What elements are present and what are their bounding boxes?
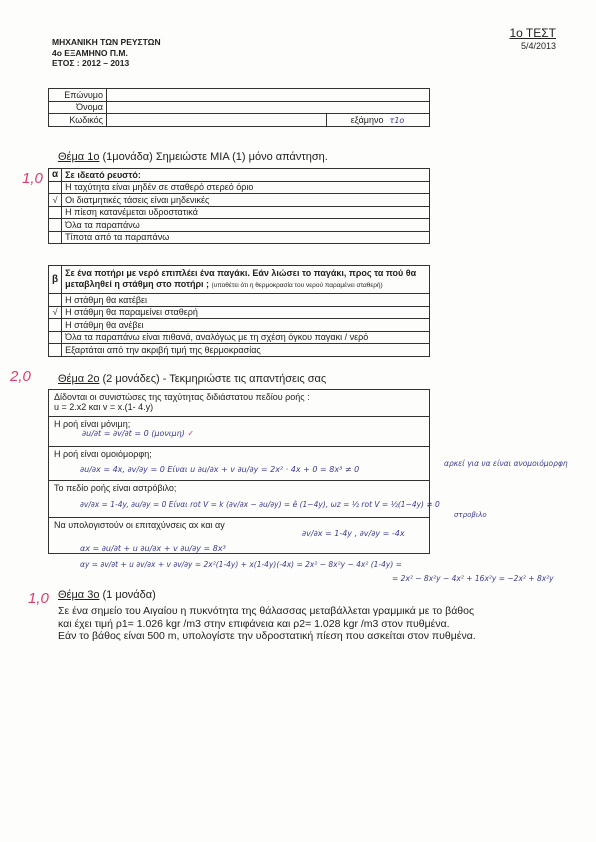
surname-field[interactable]	[107, 89, 430, 102]
q1a-check-5[interactable]	[49, 231, 62, 244]
q1-title	[58, 151, 328, 163]
q2-part-2	[49, 447, 430, 481]
q1-grade: 1,0	[22, 170, 43, 187]
q1b-check-3[interactable]	[49, 319, 62, 332]
test-title: 1ο ΤΕΣΤ	[509, 26, 556, 40]
q1b-check-2[interactable]	[49, 306, 62, 319]
q1b-letter: β	[49, 266, 62, 294]
course-title: ΜΗΧΑΝΙΚΗ ΤΩΝ ΡΕΥΣΤΩΝ	[52, 37, 161, 47]
q2-instruction: - Τεκμηριώστε τις απαντήσεις σας	[162, 373, 327, 385]
checkmark-icon: √	[52, 307, 58, 318]
q2-answer-text: ∂u/∂t = ∂v/∂t = 0 (μονιμη)	[82, 429, 185, 438]
q1b-option: Η στάθμη θα κατέβει	[62, 294, 430, 307]
q2-answer-2	[80, 465, 359, 474]
q3-title	[58, 589, 156, 601]
q1a-option: Οι διατμητικές τάσεις είναι μηδενικές	[62, 194, 430, 207]
q3-text	[58, 605, 558, 643]
semester-label: εξάμηνο	[327, 114, 387, 127]
name-label: Όνομα	[49, 101, 107, 114]
q1b-check-5[interactable]	[49, 344, 62, 357]
q1b-option: Η στάθμη θα παραμείνει σταθερή	[62, 306, 430, 319]
q1b-question	[62, 266, 430, 294]
q3-line-1: Σε ένα σημείο του Αιγαίου η πυκνότητα της θάλασσας μεταβάλλεται γραμμικά με το βάθος	[58, 605, 475, 617]
q1b-option: Η στάθμη θα ανέβει	[62, 319, 430, 332]
q3-line-2: και έχει τιμή ρ1= 1.026 kgr /m3 στην επιφάνεια και ρ2= 1.028 kgr /m3 στον πυθμένα.	[58, 617, 450, 630]
name-field[interactable]	[107, 101, 430, 114]
q2-answer-4a: ∂v/∂x = 1-4y , ∂v/∂y = -4x	[302, 529, 405, 538]
q1b-note: (υποθέτει ότι η θερμοκρασία του νερού παραμένει σταθερή)	[211, 282, 383, 289]
semester-line: 4ο ΕΞΑΜΗΝΟ Π.Μ.	[52, 47, 128, 58]
code-field[interactable]	[107, 114, 327, 127]
q3-line-3: Εάν το βάθος είναι 500 m, υπολογίστε την υδροστατική πίεση που ασκείται στον πυθμένα.	[58, 630, 476, 642]
q2-part-3	[49, 481, 430, 518]
q2-part-prompt: Το πεδίο ροής είναι αστρόβιλο;	[54, 483, 177, 493]
q1a-letter: α	[49, 169, 62, 182]
q1a-table	[48, 168, 430, 244]
q1-marks: (1μονάδα)	[102, 151, 153, 163]
q2-answer-4d: = 2x² − 8x²y − 4x² + 16x²y = −2x² + 8x²y	[392, 574, 554, 583]
q2-part-prompt: Να υπολογιστούν οι επιταχύνσεις αx και αy	[54, 520, 225, 530]
q1a-check-1[interactable]	[49, 181, 62, 194]
code-label: Κωδικός	[49, 114, 107, 127]
q2-components: u = 2.x2 και v = x.(1- 4.y)	[54, 402, 154, 412]
q1a-option: Τίποτα από τα παραπάνω	[62, 231, 430, 244]
q2-answer-3-note: στροβιλο	[454, 511, 487, 519]
q2-grade: 2,0	[10, 368, 31, 385]
q2-answer-text: ∂u/∂x = 4x, ∂v/∂y = 0 Είναι u ∂u/∂x + v ∂u/∂y = 2x² · 4x + 0 = 8x³ ≠ 0	[80, 465, 360, 474]
q1b-table	[48, 265, 430, 357]
student-info-table	[48, 88, 430, 127]
test-date: 5/4/2013	[520, 40, 556, 51]
year-line: ΕΤΟΣ : 2012 – 2013	[52, 58, 130, 68]
q2-intro: Δίδονται οι συνιστώσες της ταχύτητας διδιάστατου πεδίου ροής :	[54, 392, 310, 402]
q1b-question-text: Σε ένα ποτήρι με νερό επιπλέει ένα παγάκι. Εάν λιώσει το παγάκι, προς τα πού θα μεταβληθεί η στάθμη στο ποτήρι ;	[65, 268, 417, 289]
q2-answer-3	[80, 500, 440, 509]
q2-answer-1	[82, 429, 194, 438]
q1b-option: Εξαρτάται από την ακριβή τιμή της θερμοκρασίας	[62, 344, 430, 357]
q1b-check-4[interactable]	[49, 331, 62, 344]
q3-marks: (1 μονάδα)	[102, 589, 156, 601]
checkmark-icon: √	[52, 194, 58, 205]
q2-part-prompt: Η ροή είναι μόνιμη;	[54, 419, 131, 429]
q2-title	[58, 373, 326, 385]
q1b-check-1[interactable]	[49, 294, 62, 307]
semester-value: τ1ο	[389, 115, 405, 125]
course-header	[52, 37, 161, 69]
q3-label: Θέμα 3ο	[58, 589, 100, 601]
q1a-option: Η πίεση κατανέμεται υδροστατικά	[62, 206, 430, 219]
semester-field[interactable]	[387, 114, 430, 127]
q2-answer-2-note: αρκεί για να είναι ανομοιόμορφη	[444, 459, 568, 468]
q3-grade: 1,0	[28, 590, 49, 607]
surname-label: Επώνυμο	[49, 89, 107, 102]
q1a-check-3[interactable]	[49, 206, 62, 219]
q1a-option: Όλα τα παραπάνω	[62, 219, 430, 232]
q1a-check-4[interactable]	[49, 219, 62, 232]
q1a-check-2[interactable]	[49, 194, 62, 207]
test-header	[509, 28, 556, 51]
checkmark-icon: ✓	[187, 429, 195, 438]
q2-part-prompt: Η ροή είναι ομοιόμορφη;	[54, 449, 152, 459]
q1a-option: Η ταχύτητα είναι μηδέν σε σταθερό στερεό όριο	[62, 181, 430, 194]
q1-instruction: Σημειώστε ΜΙΑ (1) μόνο απάντηση.	[155, 151, 328, 163]
q2-marks: (2 μονάδες)	[102, 373, 160, 385]
q1b-option: Όλα τα παραπάνω είναι πιθανά, αναλόγως με τη σχέση όγκου παγακι / νερό	[62, 331, 430, 344]
q2-answer-text: ∂v/∂x = 1-4y, ∂u/∂y = 0 Είναι rot V = k (∂v/∂x − ∂u/∂y) = ê (1−4y), ωz = ½ rot V = ½(1−4y) ≠ 0	[80, 500, 440, 509]
q2-answer-4b: αx = ∂u/∂t + u ∂u/∂x + v ∂u/∂y = 8x³	[80, 544, 226, 553]
q1-label: Θέμα 1ο	[58, 151, 100, 163]
q1a-question: Σε ιδεατό ρευστό:	[62, 169, 430, 182]
q2-answer-4c: αy = ∂v/∂t + u ∂v/∂x + v ∂v/∂y = 2x²(1-4y) + x(1-4y)(-4x) = 2x² − 8x²y − 4x² (1-4y) =	[80, 560, 402, 569]
q2-intro-cell	[49, 390, 430, 417]
q2-label: Θέμα 2ο	[58, 373, 100, 385]
